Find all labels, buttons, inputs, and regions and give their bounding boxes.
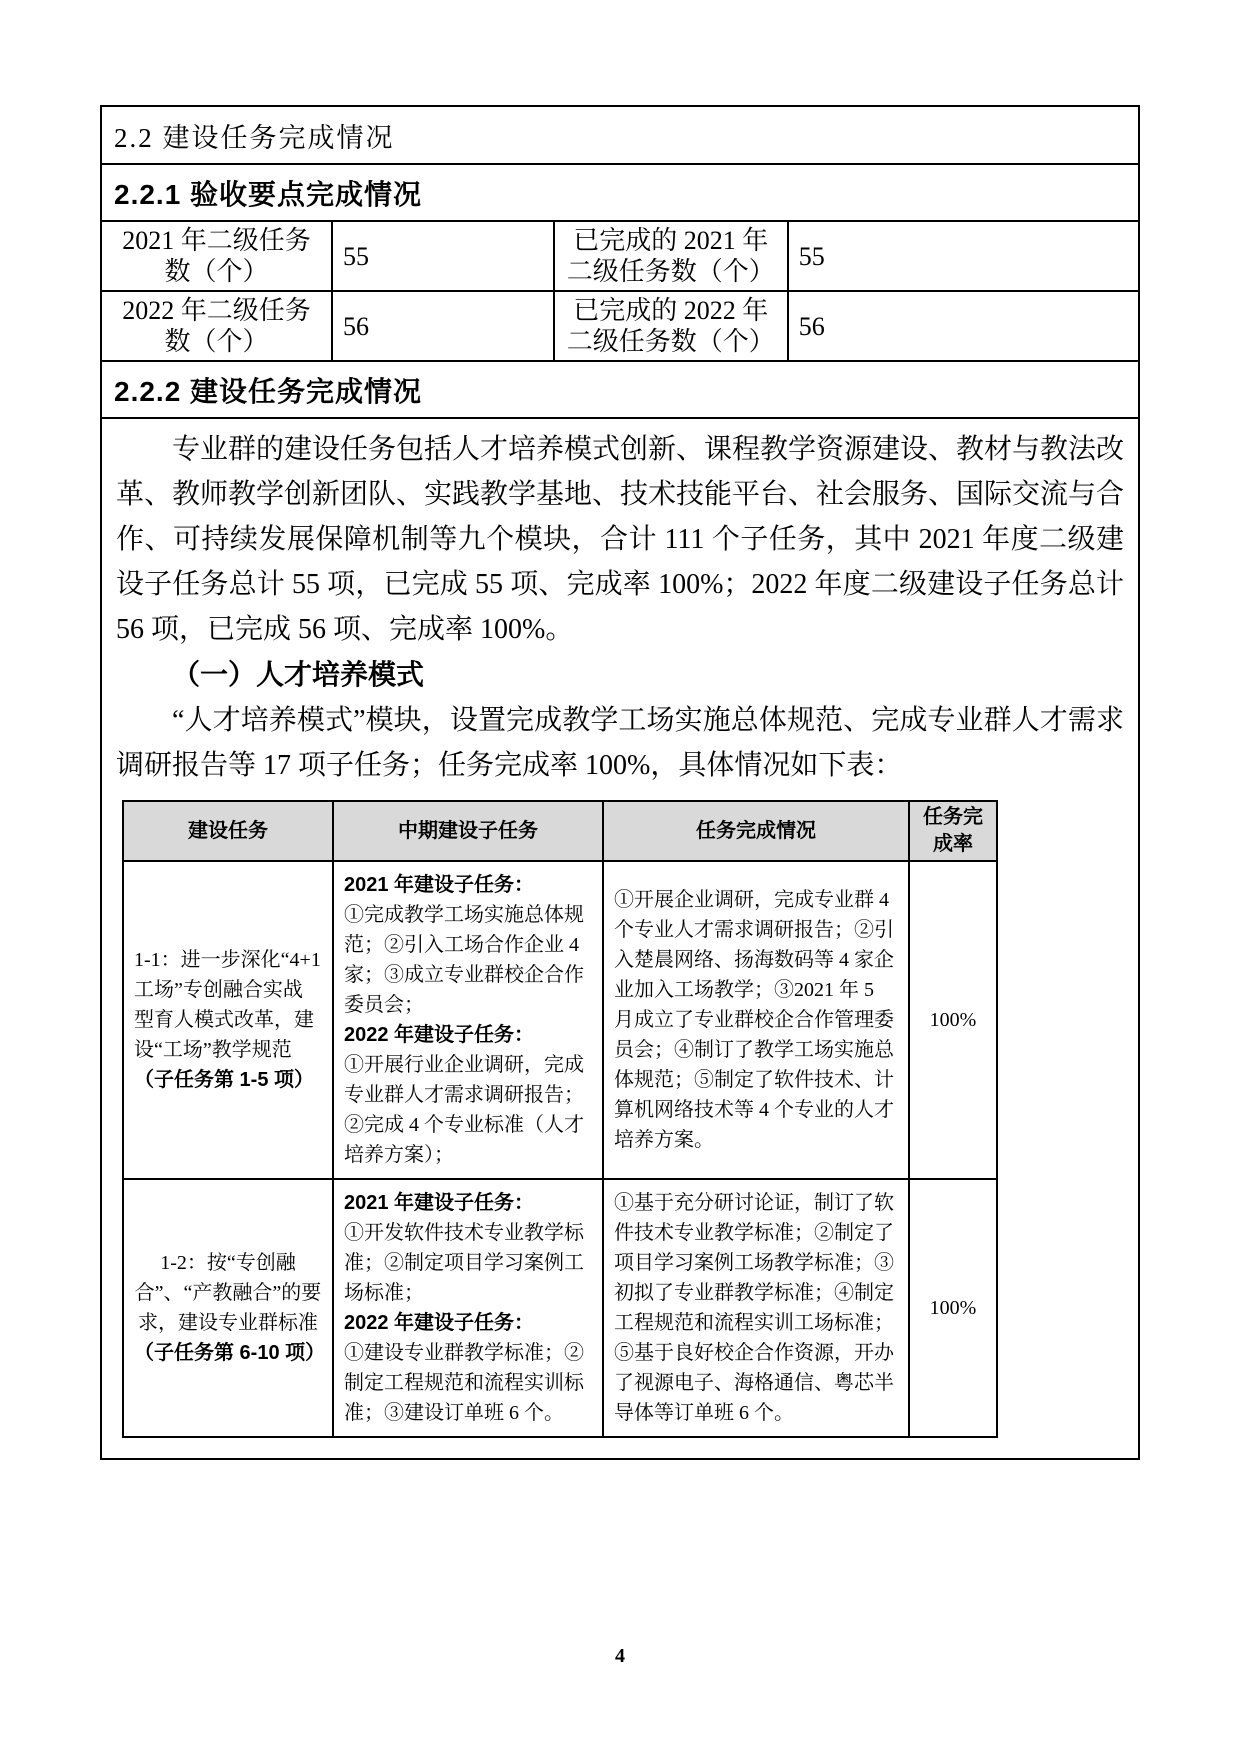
header-midterm-subtasks: 中期建设子任务 xyxy=(333,801,603,861)
stats-value-2022-completed: 56 xyxy=(787,292,1138,360)
rate-cell-1-2: 100% xyxy=(909,1179,997,1437)
task-cell-1-1 xyxy=(123,861,333,1179)
subtasks-2021-text: ①开发软件技术专业教学标准；②制定项目学习案例工场标准； xyxy=(344,1222,584,1304)
stats-value-2021-total: 55 xyxy=(331,222,553,290)
stats-row-2021 xyxy=(102,220,1138,290)
task-row-1-2 xyxy=(123,1179,997,1437)
stats-label-2022-completed: 已完成的 2022 年二级任务数（个） xyxy=(553,292,787,360)
task-completion-table xyxy=(122,800,998,1438)
subtasks-2021-label: 2021 年建设子任务： xyxy=(344,1192,535,1214)
stats-label-2021-total: 2021 年二级任务数（个） xyxy=(122,226,311,286)
stats-row-2022 xyxy=(102,290,1138,360)
page-number: 4 xyxy=(615,1645,625,1667)
section-2-2-2-content xyxy=(102,417,1138,1458)
task-subtask-range: （子任务第 1-5 项） xyxy=(134,1069,315,1091)
stats-label-2022-total: 2022 年二级任务数（个） xyxy=(122,296,311,356)
stats-table xyxy=(102,220,1138,360)
subtasks-2022-text: ①开展行业企业调研，完成专业群人才需求调研报告；②完成 4 个专业标准（人才培养方案）； xyxy=(344,1054,584,1166)
subsection-1-title: （一）人才培养模式 xyxy=(172,659,425,690)
task-table-header-row xyxy=(123,801,997,861)
subtasks-cell-1-2 xyxy=(333,1179,603,1437)
main-table xyxy=(100,105,1140,1460)
stats-label-2021-completed: 已完成的 2021 年二级任务数（个） xyxy=(553,222,787,290)
task-text: 1-1：进一步深化“4+1 工场”专创融合实战型育人模式改革，建设“工场”教学规范 xyxy=(134,949,321,1061)
subtasks-2022-text: ①建设专业群教学标准；②制定工程规范和流程实训标准；③建设订单班 6 个。 xyxy=(344,1342,584,1424)
subsection-1-paragraph: “人才培养模式”模块，设置完成教学工场实施总体规范、完成专业群人才需求调研报告等 17 项子任务；任务完成率 100%，具体情况如下表： xyxy=(116,705,1124,781)
header-construction-task: 建设任务 xyxy=(123,801,333,861)
section-2-2-1-title: 2.2.1 验收要点完成情况 xyxy=(102,163,1138,220)
subtasks-2021-text: ①完成教学工场实施总体规范；②引入工场合作企业 4 家；③成立专业群校企合作委员会； xyxy=(344,904,584,1016)
subtasks-2022-label: 2022 年建设子任务： xyxy=(344,1024,535,1046)
stats-value-2022-total: 56 xyxy=(331,292,553,360)
completion-cell-1-2: ①基于充分研讨论证，制订了软件技术专业教学标准；②制定了项目学习案例工场教学标准；③初拟了专业群教学标准；④制定工程规范和流程实训工场标准；⑤基于良好校企合作资源，开办了视源电子、海格通信、粤芯半导体等订单班 6 个。 xyxy=(603,1179,909,1437)
section-2-2-2-title: 2.2.2 建设任务完成情况 xyxy=(102,360,1138,417)
subtasks-cell-1-1 xyxy=(333,861,603,1179)
header-completion-status: 任务完成情况 xyxy=(603,801,909,861)
rate-cell-1-1: 100% xyxy=(909,861,997,1179)
stats-value-2021-completed: 55 xyxy=(787,222,1138,290)
document-page xyxy=(100,105,1140,1460)
subtasks-2022-label: 2022 年建设子任务： xyxy=(344,1312,535,1334)
task-row-1-1 xyxy=(123,861,997,1179)
task-cell-1-2 xyxy=(123,1179,333,1437)
subtasks-2021-label: 2021 年建设子任务： xyxy=(344,874,535,896)
header-completion-rate: 任务完成率 xyxy=(909,801,997,861)
completion-cell-1-1: ①开展企业调研，完成专业群 4 个专业人才需求调研报告；②引入楚晨网络、扬海数码等 4 家企业加入工场教学；③2021 年 5 月成立了专业群校企合作管理委员会；④制订了教学工场实施总体规范；⑤制定了软件技术、计算机网络技术等 4 个专业的人才培养方案。 xyxy=(603,861,909,1179)
overview-paragraph: 专业群的建设任务包括人才培养模式创新、课程教学资源建设、教材与教法改革、教师教学创新团队、实践教学基地、技术技能平台、社会服务、国际交流与合作、可持续发展保障机制等九个模块，合计 111 个子任务，其中 2021 年度二级建设子任务总计 55 项，已完成 55 项、完成率 100%；2022 年度二级建设子任务总计 56 项，已完成 56 项、完成率 100%。 xyxy=(116,434,1125,645)
task-text: 1-2：按“专创融合”、“产教融合”的要求，建设专业群标准 xyxy=(134,1252,322,1334)
task-subtask-range: （子任务第 6-10 项） xyxy=(134,1342,326,1364)
section-2-2-title: 2.2 建设任务完成情况 xyxy=(114,122,395,153)
